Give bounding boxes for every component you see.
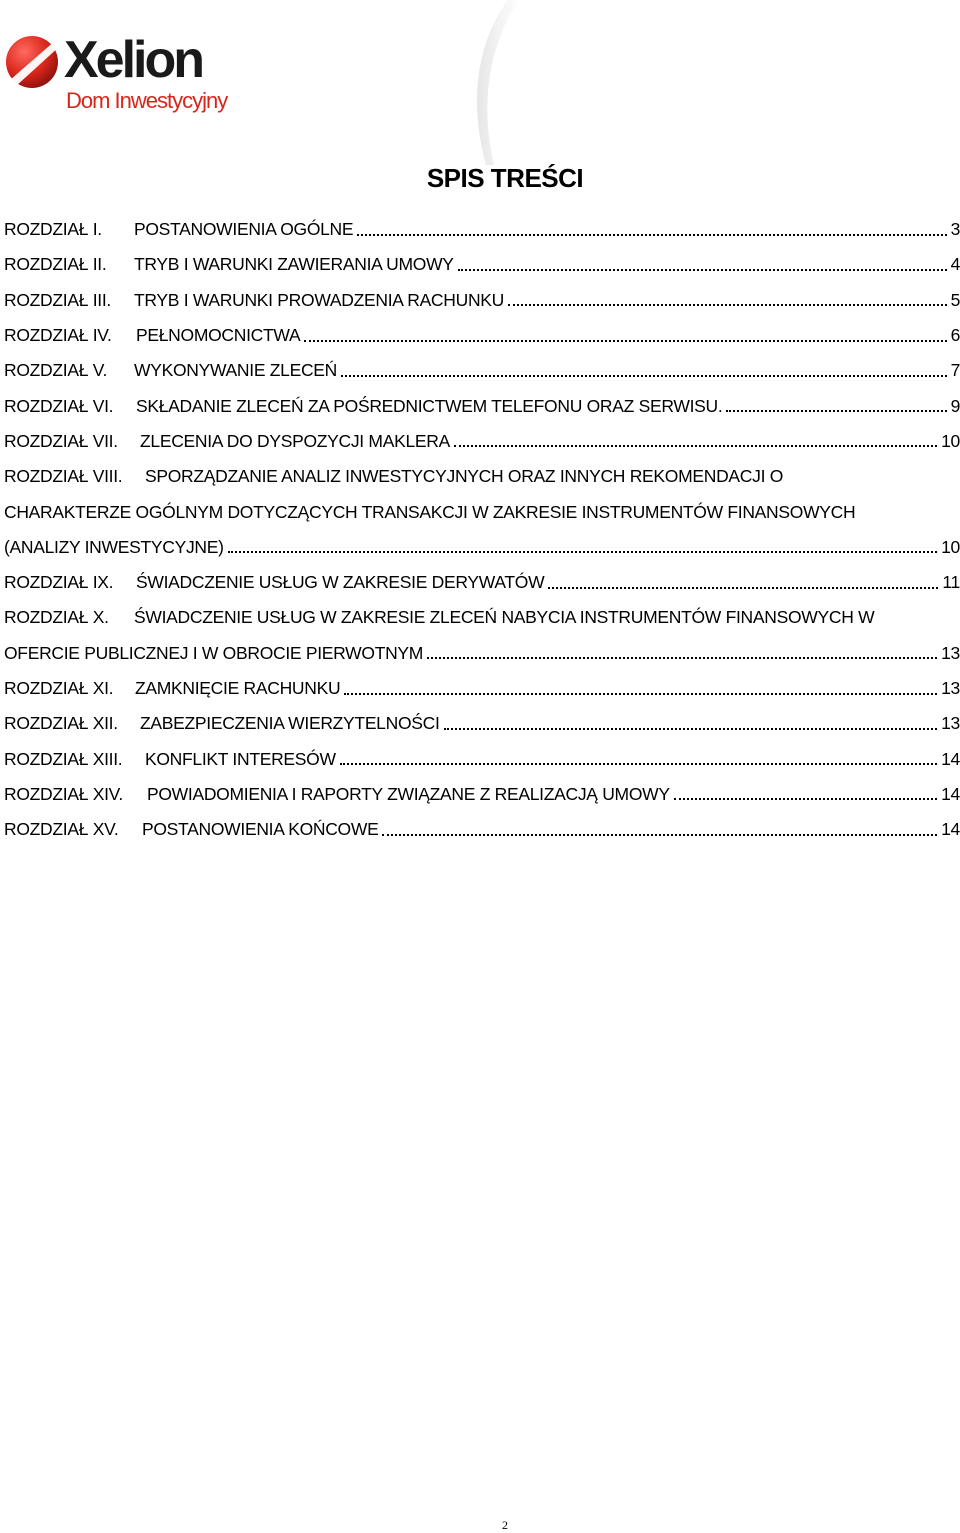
toc-title: ZABEZPIECZENIA WIERZYTELNOŚCI [140,713,440,734]
toc-chapter: ROZDZIAŁ X. [4,607,109,628]
decorative-arc [468,0,588,180]
toc-page: 13 [941,713,960,734]
company-logo [4,30,264,130]
toc-entry-2[interactable] [4,247,960,282]
toc-title: (ANALIZY INWESTYCYJNE) [4,536,224,557]
toc-leader [548,587,938,589]
toc-page: 14 [941,748,960,769]
page-title: SPIS TREŚCI [426,163,584,193]
toc-chapter: ROZDZIAŁ XIII. [4,748,123,769]
toc-leader [228,551,937,553]
toc-entry-5[interactable] [4,353,960,388]
logo-ball-icon [4,32,64,92]
table-of-contents [4,212,960,847]
toc-entry-10-line-1[interactable] [4,600,960,635]
toc-entry-1[interactable] [4,212,960,247]
toc-entry-9[interactable] [4,565,960,600]
toc-leader [726,410,946,412]
toc-page: 7 [950,360,960,381]
toc-chapter: ROZDZIAŁ XII. [4,713,118,734]
toc-chapter: ROZDZIAŁ VIII. [4,466,123,487]
toc-leader [508,304,947,306]
toc-page: 6 [950,325,960,346]
toc-page: 10 [941,430,960,451]
toc-entry-8-line-3[interactable] [4,530,960,565]
toc-title: SPORZĄDZANIE ANALIZ INWESTYCYJNYCH ORAZ INNYCH REKOMENDACJI O [145,466,784,487]
toc-entry-13[interactable] [4,741,960,776]
toc-entry-14[interactable] [4,777,960,812]
toc-title: ŚWIADCZENIE USŁUG W ZAKRESIE ZLECEŃ NABYCIA INSTRUMENTÓW FINANSOWYCH W [134,607,875,628]
toc-leader [304,340,946,342]
toc-title: SKŁADANIE ZLECEŃ ZA POŚREDNICTWEM TELEFONU ORAZ SERWISU. [136,395,723,416]
toc-chapter: ROZDZIAŁ IV. [4,325,112,346]
toc-chapter: ROZDZIAŁ XI. [4,678,114,698]
toc-leader [344,693,937,695]
toc-chapter: ROZDZIAŁ I. [4,219,102,240]
toc-page: 3 [950,219,960,240]
toc-title: POSTANOWIENIA KOŃCOWE [142,819,379,840]
toc-entry-11[interactable] [4,671,960,706]
toc-entry-12[interactable] [4,706,960,741]
toc-chapter: ROZDZIAŁ IX. [4,572,114,593]
page-number: 2 [502,1518,508,1532]
toc-title: OFERCIE PUBLICZNEJ I W OBROCIE PIERWOTNYM [4,642,424,663]
toc-entry-8-line-1[interactable] [4,459,960,494]
toc-chapter: ROZDZIAŁ II. [4,254,107,275]
toc-page: 14 [941,783,960,804]
toc-leader [427,657,937,659]
toc-leader [340,763,937,765]
toc-page: 13 [941,642,960,663]
toc-page: 13 [941,678,960,698]
toc-entry-15[interactable] [4,812,960,847]
toc-entry-3[interactable] [4,283,960,318]
toc-leader [454,445,937,447]
toc-chapter: ROZDZIAŁ V. [4,360,108,381]
toc-page: 11 [942,572,960,593]
toc-title: CHARAKTERZE OGÓLNYM DOTYCZĄCYCH TRANSAKCJI W ZAKRESIE INSTRUMENTÓW FINANSOWYCH [4,501,856,522]
toc-title: ZLECENIA DO DYSPOZYCJI MAKLERA [140,430,450,451]
toc-title: TRYB I WARUNKI PROWADZENIA RACHUNKU [134,289,504,310]
toc-entry-8-line-2[interactable] [4,494,960,529]
toc-leader [444,728,938,730]
toc-title: ŚWIADCZENIE USŁUG W ZAKRESIE DERYWATÓW [136,572,545,593]
toc-leader [341,375,947,377]
toc-page: 9 [950,395,960,416]
logo-name: Xelion [64,31,203,89]
toc-title: PEŁNOMOCNICTWA [136,325,301,346]
toc-leader [357,234,946,236]
toc-title: TRYB I WARUNKI ZAWIERANIA UMOWY [134,254,454,275]
toc-chapter: ROZDZIAŁ XV. [4,819,119,840]
toc-chapter: ROZDZIAŁ VI. [4,395,114,416]
toc-entry-4[interactable] [4,318,960,353]
toc-title: KONFLIKT INTERESÓW [145,748,336,769]
toc-leader [382,834,937,836]
toc-chapter: ROZDZIAŁ VII. [4,430,118,451]
toc-entry-6[interactable] [4,388,960,423]
toc-page: 5 [950,289,960,310]
toc-entry-7[interactable] [4,424,960,459]
toc-entry-10-line-2[interactable] [4,636,960,671]
toc-title: WYKONYWANIE ZLECEŃ [134,360,338,381]
toc-chapter: ROZDZIAŁ XIV. [4,783,123,804]
toc-title: POSTANOWIENIA OGÓLNE [134,219,354,240]
toc-page: 4 [950,254,960,275]
toc-title: POWIADOMIENIA I RAPORTY ZWIĄZANE Z REALIZACJĄ UMOWY [147,783,670,804]
toc-page: 10 [941,536,960,557]
toc-chapter: ROZDZIAŁ III. [4,289,111,310]
logo-subtitle: Dom Inwestycyjny [66,88,228,113]
toc-page: 14 [941,819,960,840]
toc-leader [674,798,937,800]
toc-title: ZAMKNIĘCIE RACHUNKU [135,678,341,698]
toc-leader [458,269,947,271]
